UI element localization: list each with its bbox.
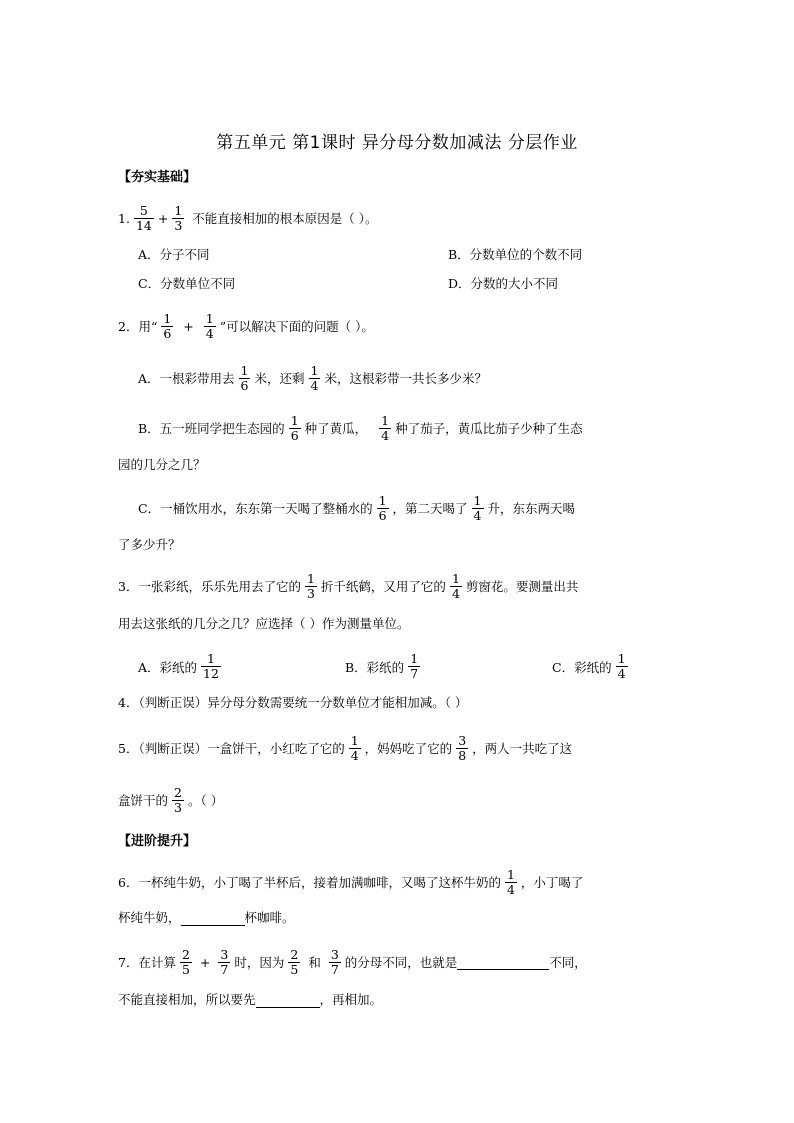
section-heading-advanced: 【进阶提升】 [118, 834, 197, 849]
option-text: B．彩纸的 [345, 659, 405, 675]
question-number: 1. [118, 210, 130, 226]
fraction: $\frac{1}{4}$ [506, 867, 515, 897]
option-a[interactable] [138, 364, 487, 393]
question-text: 剪窗花。要测量出共 [465, 578, 579, 594]
fraction: $\frac{1}{4}$ [451, 571, 460, 601]
plus-sign: + [199, 954, 211, 970]
question-5 [118, 734, 572, 763]
option-text: 种了黄瓜， [304, 420, 368, 436]
fraction: $\frac{1}{6}$ [240, 363, 249, 393]
question-text: 折千纸鹤，又用了它的 [320, 578, 446, 594]
fraction: $\frac{1}{6}$ [290, 413, 299, 443]
option-c[interactable] [552, 652, 632, 681]
question-text: ，两人一共吃了这 [472, 740, 573, 756]
option-b-continued: 园的几分之几？ [118, 457, 206, 472]
fraction: $\frac{3}{8}$ [458, 733, 467, 763]
question-text: 和 [308, 954, 321, 970]
question-text: 2．用“ [118, 318, 158, 334]
answer-blank[interactable] [457, 955, 549, 970]
fraction: $\frac{2}{5}$ [290, 947, 299, 977]
option-text: 种了茄子，黄瓜比茄子少种了生态 [395, 420, 583, 436]
fraction: $\frac{1}{4}$ [205, 311, 214, 341]
fraction: $\frac{1}{4}$ [473, 493, 482, 523]
question-text: ，再相加。 [319, 992, 383, 1007]
question-text: 3．一张彩纸，乐乐先用去了它的 [118, 578, 301, 594]
question-text: 不能直接相加，所以要先 [118, 992, 256, 1007]
option-text: A．彩纸的 [138, 659, 198, 675]
fraction: $\frac{1}{4}$ [310, 363, 319, 393]
question-6-continued [118, 908, 295, 928]
question-text: 时，因为 [234, 954, 285, 970]
option-b[interactable] [138, 414, 583, 443]
fraction: $\frac{1}{4}$ [381, 413, 390, 443]
fraction: $\frac{1}{7}$ [410, 651, 419, 681]
option-c[interactable]: C．分数单位不同 [138, 276, 236, 291]
fraction: $\frac{1}{6}$ [378, 493, 387, 523]
fraction: $\frac{5}{14}$ [135, 203, 152, 233]
question-text: 5．（判断正误）一盒饼干，小红吃了它的 [118, 740, 345, 756]
question-3 [118, 572, 578, 601]
fraction: $\frac{2}{5}$ [181, 947, 190, 977]
question-7 [118, 948, 587, 977]
question-4: 4．（判断正误）异分母分数需要统一分数单位才能相加减。（ ） [118, 695, 468, 710]
question-text: 杯咖啡。 [244, 910, 295, 925]
fraction: $\frac{1}{12}$ [203, 651, 219, 681]
option-d[interactable]: D．分数的大小不同 [448, 276, 559, 291]
option-text: C．彩纸的 [552, 659, 612, 675]
fraction: $\frac{3}{7}$ [220, 947, 229, 977]
question-text: 杯纯牛奶， [118, 910, 181, 925]
plus-sign: + [157, 210, 169, 226]
option-text: 米，还剩 [254, 370, 305, 386]
fraction: $\frac{1}{4}$ [617, 651, 626, 681]
option-c[interactable] [138, 494, 575, 523]
option-text: C．一桶饮用水，东东第一天喝了整桶水的 [138, 500, 373, 516]
question-2 [118, 312, 374, 341]
fraction: $\frac{1}{6}$ [163, 311, 172, 341]
question-text: 。（ ） [187, 792, 224, 808]
fraction: $\frac{1}{4}$ [350, 733, 359, 763]
question-text: 的分母不同，也就是 [344, 954, 458, 970]
fraction: $\frac{3}{7}$ [330, 947, 339, 977]
question-text: 7．在计算 [118, 954, 176, 970]
fraction: $\frac{1}{3}$ [174, 203, 183, 233]
question-3-continued: 用去这张纸的几分之几？应选择（ ）作为测量单位。 [118, 616, 410, 631]
option-text: A．一根彩带用去 [138, 370, 235, 386]
option-b[interactable] [345, 652, 424, 681]
question-text: 盒饼干的 [118, 792, 169, 808]
option-a[interactable]: A．分子不同 [138, 247, 210, 262]
question-6 [118, 868, 583, 897]
question-text: ”可以解决下面的问题（ ）。 [219, 318, 374, 334]
question-text: ，小丁喝了 [520, 874, 584, 890]
option-a[interactable] [138, 652, 225, 681]
question-5-continued [118, 786, 223, 815]
question-text: ，妈妈吃了它的 [364, 740, 453, 756]
question-text: 不同， [549, 954, 587, 970]
option-text: B．五一班同学把生态园的 [138, 420, 285, 436]
question-1 [118, 204, 378, 233]
option-text: 升，东东两天喝 [487, 500, 576, 516]
fraction: $\frac{2}{3}$ [174, 785, 182, 815]
option-b[interactable]: B．分数单位的个数不同 [448, 247, 583, 262]
plus-sign: + [183, 318, 194, 334]
answer-blank[interactable] [181, 911, 245, 926]
question-text: 6．一杯纯牛奶，小丁喝了半杯后，接着加满咖啡，又喝了这杯牛奶的 [118, 874, 501, 890]
option-text: ，第二天喝了 [392, 500, 468, 516]
option-c-continued: 了多少升？ [118, 537, 181, 552]
question-text: 不能直接相加的根本原因是（ ）。 [192, 210, 378, 226]
question-7-continued [118, 990, 382, 1010]
page-title: 第五单元 第1课时 异分母分数加减法 分层作业 [216, 133, 578, 153]
fraction: $\frac{1}{3}$ [306, 571, 315, 601]
answer-blank[interactable] [256, 993, 320, 1008]
option-text: 米，这根彩带一共长多少米？ [324, 370, 487, 386]
section-heading-basic: 【夯实基础】 [118, 170, 197, 185]
